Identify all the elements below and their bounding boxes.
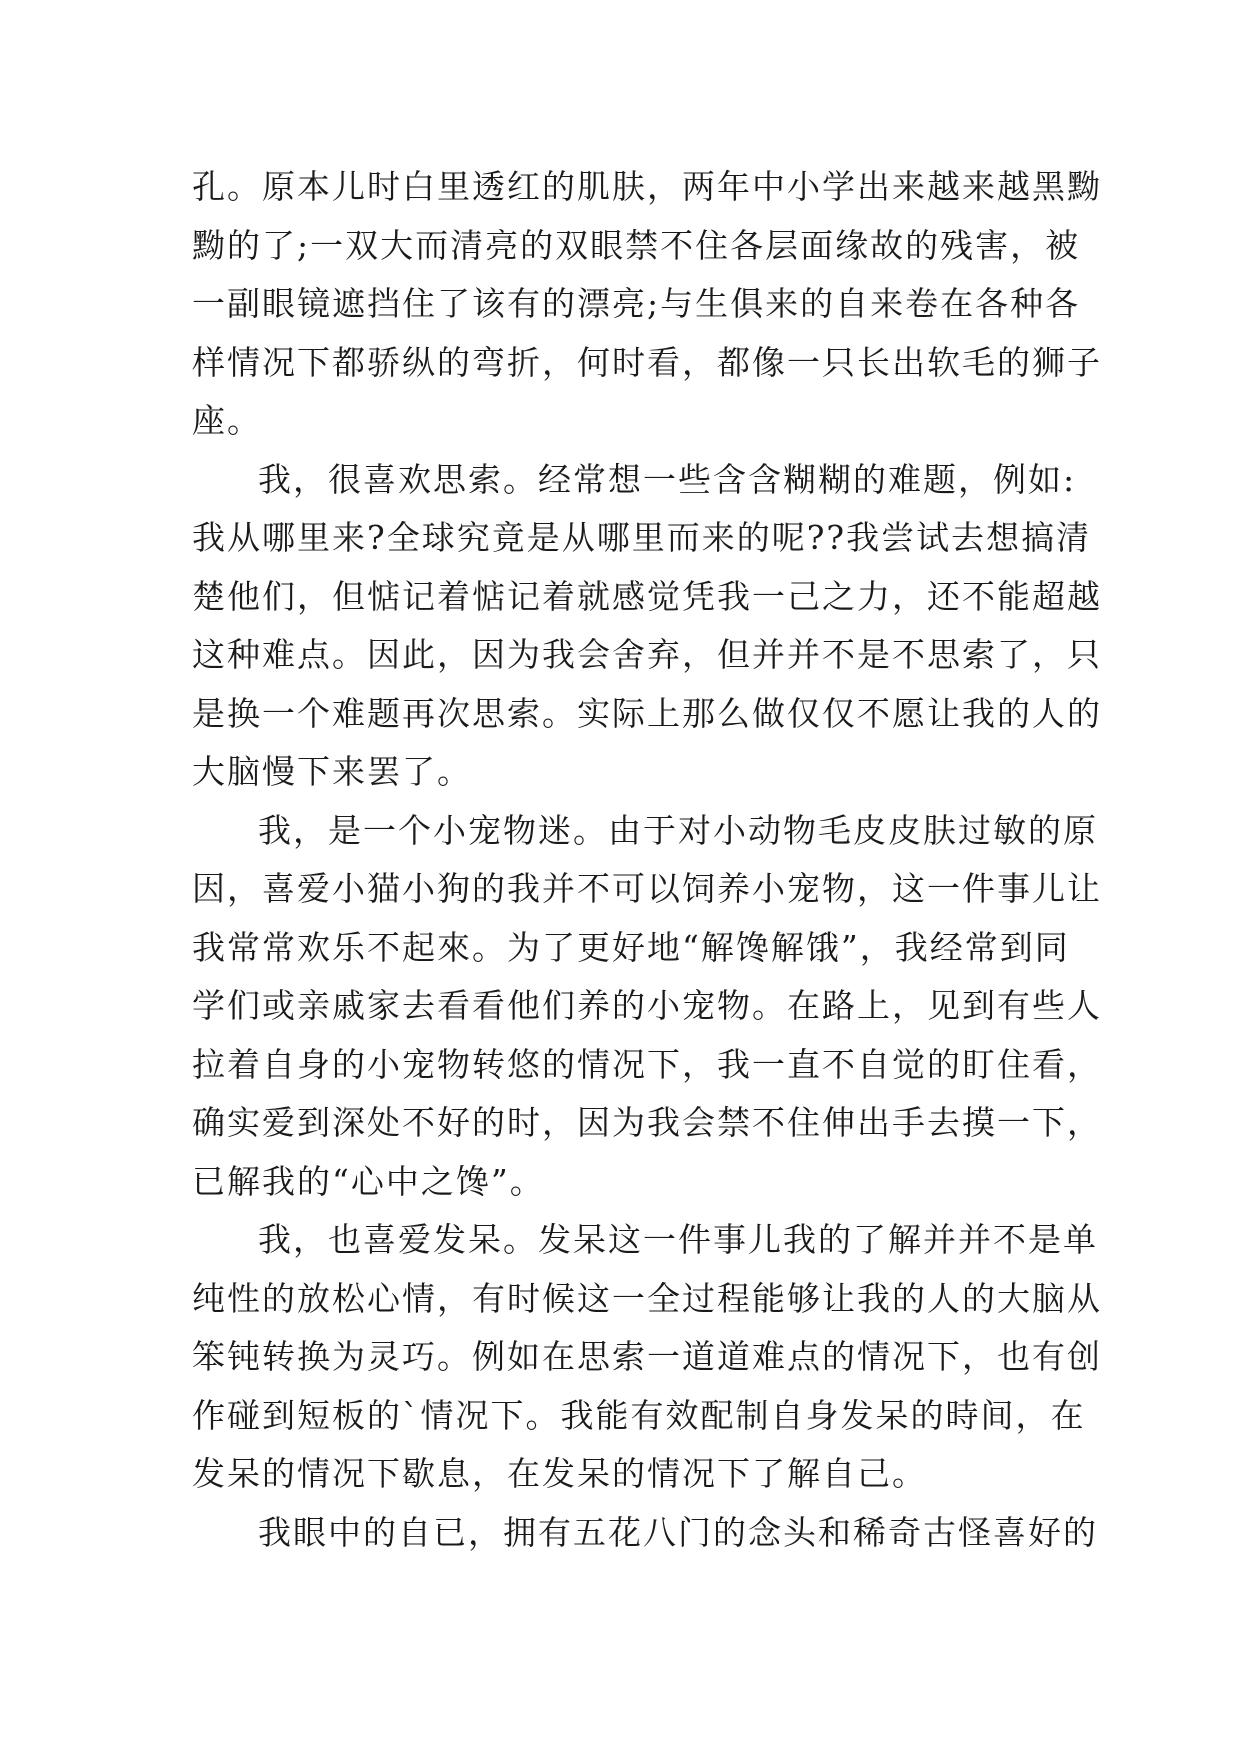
text-line: 确实爱到深处不好的时，因为我会禁不住伸出手去摸一下， <box>192 1103 1102 1142</box>
paragraph-thinking <box>192 451 1102 802</box>
text-line: 楚他们，但惦记着惦记着就感觉凭我一己之力，还不能超越 <box>192 576 1102 616</box>
text-line: 孔。原本儿时白里透红的肌肤，两年中小学出来越来越黑黝 <box>192 167 1102 206</box>
text-line: 我眼中的自已，拥有五花八门的念头和稀奇古怪喜好的 <box>258 1512 1098 1552</box>
text-line: 黝的了;一双大而清亮的双眼禁不住各层面缘故的残害，被 <box>192 225 1081 265</box>
text-line: 已解我的“心中之馋”。 <box>192 1161 545 1201</box>
text-line: 大脑慢下来罢了。 <box>192 752 472 791</box>
text-line: 我从哪里来?全球究竟是从哪里而来的呢??我尝试去想搞清 <box>192 518 1092 557</box>
text-line: 座。 <box>192 401 262 440</box>
text-line: 这种难点。因此，因为我会舍弃，但并并不是不思索了，只 <box>192 635 1102 674</box>
text-line: 我常常欢乐不起來。为了更好地“解馋解饿”，我经常到同 <box>192 927 1070 967</box>
paragraph-self-view <box>192 1504 1098 1563</box>
text-line: 我，很喜欢思索。经常想一些含含糊糊的难题，例如: <box>258 459 1077 499</box>
text-line: 笨钝转换为灵巧。例如在思索一道道难点的情况下，也有创 <box>192 1337 1102 1376</box>
text-line: 是换一个难题再次思索。实际上那么做仅仅不愿让我的人的 <box>192 693 1102 733</box>
text-line: 纯性的放松心情，有时候这一全过程能够让我的人的大脑从 <box>192 1278 1102 1318</box>
text-line: 我，也喜爱发呆。发呆这一件事儿我的了解并并不是单 <box>258 1220 1098 1259</box>
text-line: 因，喜爱小猫小狗的我并不可以饲养小宠物，这一件事儿让 <box>192 869 1102 908</box>
text-line: 作碰到短板的`情况下。我能有效配制自身发呆的時间，在 <box>192 1395 1086 1435</box>
text-line: 发呆的情况下歇息，在发呆的情况下了解自己。 <box>192 1454 927 1493</box>
text-line: 一副眼镜遮挡住了该有的漂亮;与生俱来的自来卷在各种各 <box>192 284 1081 323</box>
text-line: 样情况下都骄纵的弯折，何时看，都像一只长出软毛的狮子 <box>192 342 1102 382</box>
paragraph-daydream <box>192 1211 1102 1504</box>
text-line: 学们或亲戚家去看看他们养的小宠物。在路上，见到有些人 <box>192 986 1102 1025</box>
paragraph-appearance <box>192 158 1102 451</box>
document-body <box>192 158 1102 1562</box>
text-line: 我，是一个小宠物迷。由于对小动物毛皮皮肤过敏的原 <box>258 810 1098 850</box>
text-line: 拉着自身的小宠物转悠的情况下，我一直不自觉的盯住看， <box>192 1044 1102 1084</box>
paragraph-pets <box>192 802 1102 1212</box>
